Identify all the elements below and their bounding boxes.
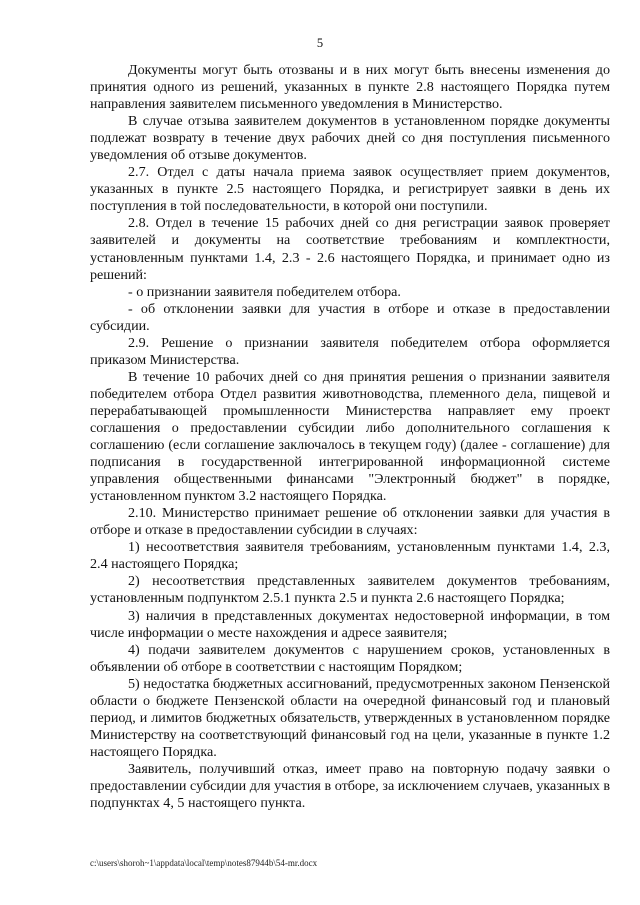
paragraph-2-10: 2.10. Министерство принимает решение об отклонении заявки для участия в отборе и отказе в предоставлении субсидии в случаях:	[90, 505, 610, 539]
paragraph-withdrawal-return: В случае отзыва заявителем документов в установленном порядке документы подлежат возврату в течение двух рабочих дней со дня поступления письменного уведомления об отзыве документов.	[90, 113, 610, 164]
rejection-case-1: 1) несоответствия заявителя требованиям, установленным пунктами 1.4, 2.3, 2.4 настоящего Порядка;	[90, 539, 610, 573]
decision-option-winner: - о признании заявителя победителем отбора.	[128, 283, 401, 300]
paragraph-withdrawal-changes: Документы могут быть отозваны и в них могут быть внесены изменения до принятия одного из решений, указанных в пункте 2.8 настоящего Порядка путем направления заявителем письменного уведомления в Министерство.	[90, 62, 610, 113]
paragraph-2-7: 2.7. Отдел с даты начала приема заявок осуществляет прием документов, указанных в пункте 2.5 настоящего Порядка, и регистрирует заявки в день их поступления в той последовательности, в которой они поступили.	[90, 164, 610, 215]
paragraph-2-8: 2.8. Отдел в течение 15 рабочих дней со дня регистрации заявок проверяет заявителей и документы на соответствие требованиям и комплектности, установленным пунктами 1.4, 2.3 - 2.6 настоящего Порядка, и принимает одно из решений:	[90, 215, 610, 283]
decision-option-rejection: - об отклонении заявки для участия в отборе и отказе в предоставлении субсидии.	[90, 300, 610, 334]
rejection-case-5: 5) недостатка бюджетных ассигнований, предусмотренных законом Пензенской области о бюджете Пензенской области на очередной финансовый год и плановый период, и лимитов бюджетных обязательств, утвержденных в установленном порядке Министерству на соответствующий финансовый год на цели, указанные в пункте 1.2 настоящего Порядка.	[90, 675, 610, 760]
document-body	[90, 62, 610, 812]
paragraph-reapplication: Заявитель, получивший отказ, имеет право на повторную подачу заявки о предоставлении субсидии для участия в отборе, за исключением случаев, указанных в подпунктах 4, 5 настоящего пункта.	[90, 760, 610, 812]
file-path-footer: c:\users\shoroh~1\appdata\local\temp\notes87944b\54-mr.docx	[90, 858, 318, 868]
rejection-case-2: 2) несоответствия представленных заявителем документов требованиям, установленным подпунктом 2.5.1 пункта 2.5 и пункта 2.6 настоящего Порядка;	[90, 573, 610, 607]
rejection-case-3: 3) наличия в представленных документах недостоверной информации, в том числе информации о месте нахождения и адресе заявителя;	[90, 607, 610, 641]
rejection-case-4: 4) подачи заявителем документов с нарушением сроков, установленных в объявлении об отборе в соответствии с настоящим Порядком;	[90, 641, 610, 675]
paragraph-agreement: В течение 10 рабочих дней со дня принятия решения о признании заявителя победителем отбора Отдел развития животноводства, племенного дела, пищевой и перерабатывающей промышленности Министерства направляет ему проект соглашения о предоставлении субсидии либо дополнительного соглашения к соглашению (если соглашение заключалось в текущем году) (далее - соглашение) для подписания в государственной интегрированной информационной системе управления общественными финансами "Электронный бюджет" в порядке, установленном пунктом 3.2 настоящего Порядка.	[90, 368, 610, 505]
paragraph-2-9: 2.9. Решение о признании заявителя победителем отбора оформляется приказом Министерства.	[90, 334, 610, 368]
page-number: 5	[316, 36, 324, 50]
